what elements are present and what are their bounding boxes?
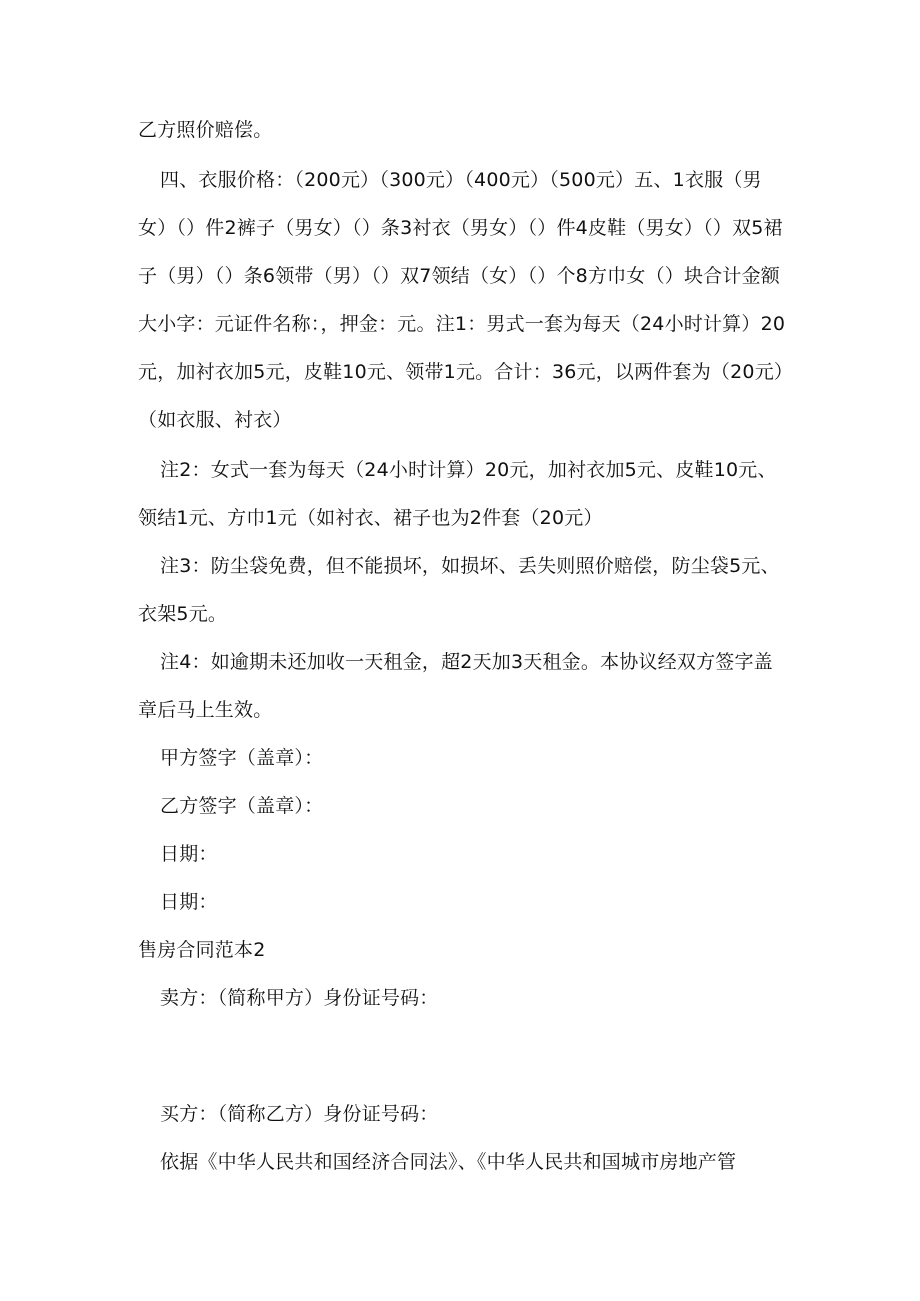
paragraph-compensation: 乙方照价赔偿。 — [138, 119, 273, 141]
paragraph-note-3: 注3：防尘袋免费，但不能损坏，如损坏、丢失则照价赔偿，防尘袋5元、衣架5元。 — [138, 555, 780, 625]
signature-party-a: 甲方签字（盖章）： — [160, 747, 324, 769]
signature-party-b: 乙方签字（盖章）： — [160, 795, 324, 817]
date-line-1: 日期： — [160, 843, 218, 865]
paragraph-legal-basis: 依据《中华人民共和国经济合同法》、《中华人民共和国城市房地产管 — [160, 1151, 737, 1173]
paragraph-clothing-prices: 四、衣服价格：（200元）（300元）（400元）（500元）五、1衣服（男女）（）件2裤子（男女）（）条3衬衣（男女）（）件4皮鞋（男女）（）双5裙子（男）（）条6领带（男）（）双7领结（女）（）个8方巾女（）块合计金额大小字：元证件名称：，押金：元。注1：男式一套为每天（24小时计算）20元，加衬衣加5元，皮鞋10元、领带1元。合计：36元，以两件套为（20元）（如衣服、衬衣） — [138, 169, 786, 431]
paragraph-note-2: 注2：女式一套为每天（24小时计算）20元，加衬衣加5元、皮鞋10元、领结1元、方巾1元（如衬衣、裙子也为2件套（20元） — [138, 459, 777, 529]
date-line-2: 日期： — [160, 891, 218, 913]
buyer-line: 买方：（简称乙方）身份证号码： — [160, 1103, 439, 1125]
paragraph-note-4: 注4：如逾期未还加收一天租金，超2天加3天租金。本协议经双方签字盖章后马上生效。 — [138, 651, 773, 721]
section-title: 售房合同范本2 — [138, 939, 266, 961]
seller-line: 卖方：（简称甲方）身份证号码： — [160, 987, 439, 1009]
